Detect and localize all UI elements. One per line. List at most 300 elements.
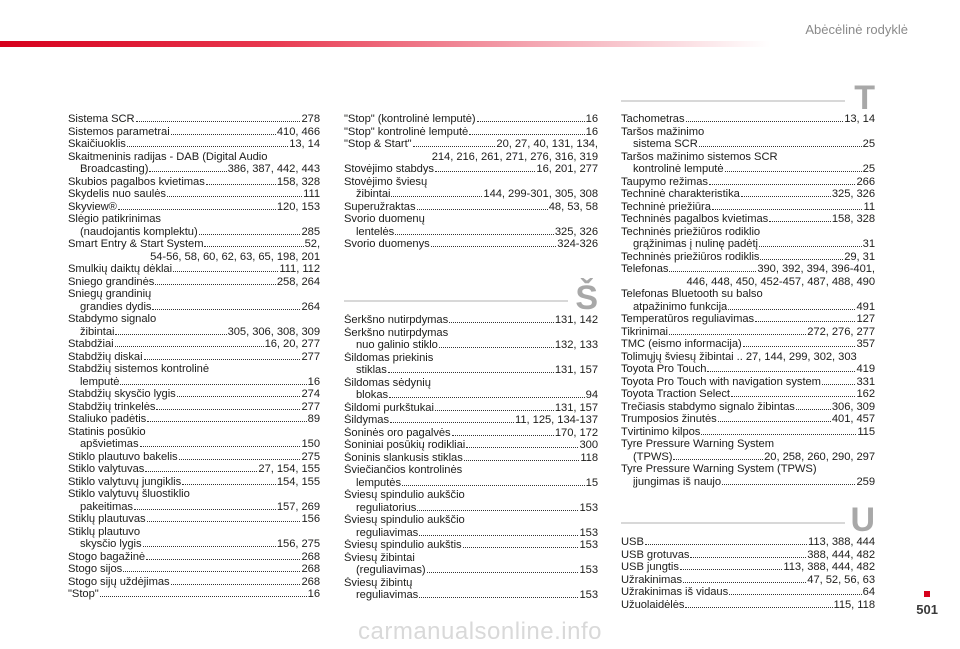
leader-dots xyxy=(171,133,276,135)
entry-term: Sniego grandinės xyxy=(68,275,155,288)
entry-line xyxy=(68,513,320,526)
page-marker xyxy=(924,591,930,597)
entry-line xyxy=(68,476,320,489)
entry-line xyxy=(621,201,875,214)
index-entry xyxy=(68,188,320,201)
index-entry xyxy=(344,113,598,126)
entry-pages: 154, 155 xyxy=(276,475,320,488)
index-entry xyxy=(621,213,875,226)
entry-term: žibintai xyxy=(80,325,115,338)
entry-term: Stabdžiai xyxy=(68,338,114,350)
leader-dots xyxy=(419,534,578,536)
index-entry xyxy=(344,452,598,465)
entry-term: Skyview® xyxy=(68,200,117,213)
index-entry xyxy=(68,276,320,289)
index-entry xyxy=(621,376,875,389)
leader-dots xyxy=(204,245,303,247)
index-entry xyxy=(621,574,875,587)
entry-term: "Stop" kontrolinė lemputė xyxy=(344,125,469,138)
entry-term: Svorio duomenų xyxy=(344,213,425,225)
entry-term: Stogo bagažinė xyxy=(68,550,146,563)
entry-term: kontrolinė lemputė xyxy=(633,163,724,175)
entry-pages: 150 xyxy=(301,438,320,450)
entry-line xyxy=(344,163,598,176)
entry-line xyxy=(68,126,320,139)
index-entry xyxy=(344,201,598,214)
index-entry xyxy=(621,313,875,326)
leader-dots xyxy=(419,596,578,598)
entry-line xyxy=(68,526,320,539)
entry-pages: 156, 275 xyxy=(276,538,320,550)
index-entry xyxy=(621,176,875,189)
leader-dots xyxy=(701,433,856,435)
entry-pages: 113, 388, 444 xyxy=(808,536,875,548)
index-entry xyxy=(344,514,598,539)
index-column-2-top xyxy=(344,113,598,251)
entry-line xyxy=(344,126,598,139)
entry-pages: 258, 264 xyxy=(276,275,320,288)
entry-line xyxy=(68,351,320,364)
entry-line xyxy=(621,176,875,189)
entry-line xyxy=(68,113,320,126)
leader-dots xyxy=(182,483,276,485)
leader-dots xyxy=(729,593,862,595)
entry-pages: 132, 133 xyxy=(554,339,598,351)
leader-dots xyxy=(439,346,554,348)
index-entry xyxy=(68,351,320,364)
entry-term: žibintai xyxy=(356,188,391,200)
section-header-t xyxy=(621,78,875,118)
entry-term: Užrakinimas iš vidaus xyxy=(621,586,729,598)
entry-term: "Stop & Start" xyxy=(344,138,412,150)
entry-term: Skydelis nuo saulės xyxy=(68,188,166,200)
entry-line xyxy=(68,363,320,376)
entry-pages: 16 xyxy=(307,588,320,600)
entry-term: Šerkšno nutirpdymas xyxy=(344,314,449,326)
entry-term: Šviesų spindulio aukštis xyxy=(344,539,462,551)
entry-pages: 11 xyxy=(863,200,875,213)
leader-dots xyxy=(769,220,831,222)
index-entry xyxy=(344,377,598,402)
entry-line xyxy=(621,476,875,489)
entry-pages: 268 xyxy=(301,550,320,563)
index-entry xyxy=(344,163,598,176)
entry-term: Techninė charakteristika xyxy=(621,188,740,200)
entry-line xyxy=(344,564,598,577)
entry-line xyxy=(621,426,875,439)
entry-line xyxy=(344,589,598,602)
entry-line xyxy=(344,477,598,490)
entry-term: Toyota Traction Select xyxy=(621,388,730,400)
leader-dots xyxy=(796,408,831,410)
entry-line xyxy=(621,586,875,599)
index-entry xyxy=(621,599,875,612)
entry-pages: 127 xyxy=(856,313,875,325)
leader-dots xyxy=(115,333,226,335)
entry-term: Stovėjimo stabdys xyxy=(344,163,434,175)
entry-line xyxy=(68,388,320,401)
entry-pages: 419 xyxy=(856,363,875,375)
entry-term: Trečiasis stabdymo signalo žibintas xyxy=(621,400,795,413)
entry-line xyxy=(621,213,875,226)
leader-dots xyxy=(755,320,855,322)
entry-term: Superužraktas xyxy=(344,200,416,213)
leader-dots xyxy=(144,358,301,360)
leader-dots xyxy=(413,145,496,147)
entry-pages: 47, 52, 56, 63 xyxy=(807,573,875,586)
entry-line xyxy=(68,263,320,276)
entry-term: Techninės priežiūros rodiklis xyxy=(621,250,760,263)
entry-pages: 113, 388, 444, 482 xyxy=(783,561,875,573)
leader-dots xyxy=(707,370,855,372)
entry-term: Stiklo valytuvas xyxy=(68,463,145,475)
entry-term: Stabdžių skysčio lygis xyxy=(68,388,176,400)
entry-pages: 25 xyxy=(862,138,875,150)
leader-dots xyxy=(722,483,855,485)
entry-line xyxy=(344,201,598,214)
index-entry xyxy=(68,588,320,601)
entry-line xyxy=(68,576,320,589)
entry-pages-continued: 54-56, 58, 60, 62, 63, 65, 198, 201 xyxy=(150,250,320,263)
entry-pages: 325, 326 xyxy=(831,188,875,200)
entry-line xyxy=(621,288,875,301)
leader-dots xyxy=(395,233,554,235)
index-entry xyxy=(68,576,320,589)
entry-pages: 118 xyxy=(580,451,598,464)
entry-term: Šviesų spindulio aukščio xyxy=(344,514,465,526)
entry-pages: 300 xyxy=(579,439,598,451)
entry-line xyxy=(68,401,320,414)
entry-line xyxy=(621,338,875,351)
entry-pages: 131, 142 xyxy=(554,314,598,326)
leader-dots xyxy=(146,558,300,560)
entry-pages: 16 xyxy=(585,125,598,138)
entry-line xyxy=(68,563,320,576)
leader-dots xyxy=(822,383,856,385)
leader-dots xyxy=(402,484,585,486)
entry-line xyxy=(621,263,875,276)
entry-term: Šoninės oro pagalvės xyxy=(344,426,451,439)
leader-dots xyxy=(741,195,831,197)
leader-dots xyxy=(712,208,863,210)
entry-pages: 153 xyxy=(579,501,598,514)
index-entry xyxy=(68,388,320,401)
entry-line xyxy=(68,188,320,201)
entry-term: Sistemos parametrai xyxy=(68,125,170,138)
entry-pages: 491 xyxy=(856,300,875,313)
entry-line xyxy=(344,138,598,151)
entry-pages: 131, 157 xyxy=(554,364,598,376)
index-entry xyxy=(344,577,598,602)
entry-term: Sniegų grandinių xyxy=(68,288,152,300)
section-divider xyxy=(621,522,845,524)
entry-line xyxy=(344,226,598,239)
index-entry xyxy=(68,126,320,139)
index-entry xyxy=(68,238,320,263)
index-entry xyxy=(68,313,320,338)
index-entry xyxy=(621,388,875,401)
entry-pages: 388, 444, 482 xyxy=(807,548,875,561)
entry-term: Šildomas sėdynių xyxy=(344,376,431,389)
entry-term: Tolimųjų šviesų žibintai .. 27, 144, 299, 302, 303 xyxy=(621,350,857,363)
entry-line xyxy=(344,389,598,402)
entry-term: USB xyxy=(621,536,644,548)
section-letter: T xyxy=(854,79,875,117)
entry-pages: 157, 269 xyxy=(276,500,320,513)
entry-term: Tachometras xyxy=(621,113,685,125)
entry-line xyxy=(68,551,320,564)
entry-line xyxy=(68,301,320,314)
leader-dots xyxy=(140,445,301,447)
entry-pages-continued: 446, 448, 450, 452-457, 487, 488, 490 xyxy=(686,275,875,288)
section-letter: Š xyxy=(575,279,598,317)
leader-dots xyxy=(759,245,862,247)
entry-line xyxy=(621,574,875,587)
leader-dots xyxy=(177,395,301,397)
entry-pages: 277 xyxy=(301,400,320,413)
index-entry xyxy=(344,464,598,489)
entry-term: grandies dydis xyxy=(80,300,152,313)
entry-term: Broadcasting) xyxy=(80,163,149,175)
entry-pages: 153 xyxy=(579,589,598,601)
index-entry xyxy=(621,363,875,376)
section-divider xyxy=(621,100,845,102)
entry-line xyxy=(68,463,320,476)
index-entry xyxy=(621,401,875,414)
entry-pages: 27, 154, 155 xyxy=(258,463,320,475)
entry-pages: 115, 118 xyxy=(833,598,875,611)
leader-dots xyxy=(206,183,276,185)
index-entry xyxy=(68,413,320,426)
entry-pages: 158, 328 xyxy=(276,175,320,188)
entry-term: Stiklų plautuvas xyxy=(68,513,146,525)
index-entry xyxy=(68,138,320,151)
leader-dots xyxy=(389,396,585,398)
index-column-3-top xyxy=(621,113,875,488)
entry-pages: 305, 306, 308, 309 xyxy=(227,325,320,338)
index-entry xyxy=(68,151,320,176)
entry-pages: 277 xyxy=(301,350,320,363)
entry-term: Šviečiančios kontrolinės xyxy=(344,464,463,476)
entry-term: USB grotuvas xyxy=(621,548,690,561)
entry-pages: 144, 299-301, 305, 308 xyxy=(483,188,598,200)
entry-term: Šildomas priekinis xyxy=(344,351,434,364)
index-entry xyxy=(68,476,320,489)
entry-line xyxy=(68,338,320,351)
entry-line xyxy=(344,364,598,377)
index-entry xyxy=(68,401,320,414)
entry-pages: 16 xyxy=(585,113,598,125)
index-entry xyxy=(68,176,320,189)
entry-term: Stabdymo signalo xyxy=(68,313,157,325)
entry-pages: 131, 157 xyxy=(554,401,598,414)
leader-dots xyxy=(743,345,856,347)
entry-line xyxy=(68,213,320,226)
entry-line xyxy=(68,163,320,176)
leader-dots xyxy=(435,170,535,172)
entry-term: Tikrinimai xyxy=(621,325,668,338)
entry-pages: 331 xyxy=(856,375,875,388)
entry-line xyxy=(68,488,320,501)
entry-term: apšvietimas xyxy=(80,438,139,450)
entry-pages: 13, 14 xyxy=(289,138,320,150)
index-entry xyxy=(621,126,875,151)
leader-dots xyxy=(431,245,557,247)
index-entry xyxy=(344,138,598,163)
index-entry xyxy=(621,426,875,439)
entry-line xyxy=(621,463,875,476)
index-entry xyxy=(621,201,875,214)
entry-pages: 13, 14 xyxy=(844,113,875,125)
entry-pages: 15 xyxy=(585,476,598,489)
index-entry xyxy=(621,438,875,463)
entry-term: Sistema SCR xyxy=(68,113,135,125)
entry-line xyxy=(68,313,320,326)
entry-line xyxy=(344,464,598,477)
entry-term: pakeitimas xyxy=(80,500,133,513)
entry-line xyxy=(344,514,598,527)
entry-line xyxy=(621,561,875,574)
entry-term: Trumposios žinutės xyxy=(621,413,717,425)
entry-pages-continued: 214, 216, 261, 271, 276, 316, 319 xyxy=(431,150,598,163)
leader-dots xyxy=(683,581,806,583)
entry-pages: 31 xyxy=(862,238,875,250)
entry-line xyxy=(68,451,320,464)
entry-term: Stogo sijų uždėjimas xyxy=(68,575,170,588)
entry-line xyxy=(621,536,875,549)
index-entry xyxy=(68,113,320,126)
index-entry xyxy=(621,226,875,251)
index-entry xyxy=(621,586,875,599)
entry-line xyxy=(621,376,875,389)
entry-term: (TPWS) xyxy=(633,450,673,463)
entry-pages: 52, xyxy=(304,238,320,250)
entry-pages: 266 xyxy=(856,175,875,188)
entry-term: Taupymo režimas xyxy=(621,175,708,188)
entry-pages: 64 xyxy=(862,586,875,598)
entry-term: Temperatūros reguliavimas xyxy=(621,313,755,325)
leader-dots xyxy=(388,371,554,373)
entry-term: Stabdžių diskai xyxy=(68,350,143,363)
leader-dots xyxy=(435,409,554,411)
entry-term: Šoniniai posūkių rodikliai xyxy=(344,439,466,451)
entry-term: "Stop" (kontrolinė lemputė) xyxy=(344,113,476,125)
entry-line xyxy=(344,577,598,590)
entry-pages: 325, 326 xyxy=(554,225,598,238)
leader-dots xyxy=(685,606,832,608)
index-entry xyxy=(621,288,875,313)
leader-dots xyxy=(134,508,276,510)
entry-line xyxy=(621,251,875,264)
entry-pages: 306, 309 xyxy=(831,400,875,413)
entry-pages: 120, 153 xyxy=(276,200,320,213)
entry-line xyxy=(621,238,875,251)
entry-term: Stiklo valytuvų jungiklis xyxy=(68,475,182,488)
index-entry xyxy=(344,552,598,577)
entry-pages: 29, 31 xyxy=(844,250,875,263)
entry-line xyxy=(344,314,598,327)
index-entry xyxy=(344,314,598,327)
entry-line xyxy=(621,549,875,562)
entry-term: Smulkių daiktų dėklai xyxy=(68,263,173,275)
entry-term: Smart Entry & Start System xyxy=(68,238,204,250)
entry-line xyxy=(68,288,320,301)
leader-dots xyxy=(179,458,301,460)
entry-pages: 11, 125, 134-137 xyxy=(515,414,598,426)
entry-term: skysčio lygis xyxy=(80,538,142,550)
leader-dots xyxy=(123,570,300,572)
index-entry xyxy=(344,126,598,139)
entry-term: Šildymas xyxy=(344,414,389,426)
entry-term: TMC (eismo informacija) xyxy=(621,338,742,350)
index-entry xyxy=(344,439,598,452)
entry-pages: 153 xyxy=(579,564,598,576)
index-entry xyxy=(68,363,320,388)
leader-dots xyxy=(669,270,756,272)
entry-line xyxy=(344,452,598,465)
entry-term: Tyre Pressure Warning System (TPWS) xyxy=(621,463,817,475)
leader-dots xyxy=(760,258,843,260)
entry-line xyxy=(621,413,875,426)
leader-dots xyxy=(699,145,862,147)
entry-line xyxy=(68,238,320,251)
entry-term: Stiklo plautuvo bakelis xyxy=(68,450,178,463)
index-entry xyxy=(344,327,598,352)
section-divider xyxy=(344,300,568,302)
entry-line xyxy=(344,176,598,189)
entry-pages: 264 xyxy=(301,300,320,313)
entry-line xyxy=(621,451,875,464)
entry-term: lemputė xyxy=(80,375,120,388)
entry-pages: 20, 258, 260, 290, 297 xyxy=(764,450,875,463)
entry-line xyxy=(68,501,320,514)
entry-pages: 410, 466 xyxy=(276,125,320,138)
entry-line xyxy=(621,151,875,164)
entry-pages: 111, 112 xyxy=(279,263,320,275)
leader-dots xyxy=(669,333,806,335)
index-entry xyxy=(621,263,875,288)
index-column-3-bottom xyxy=(621,536,875,611)
entry-line xyxy=(621,188,875,201)
entry-pages: 357 xyxy=(856,338,875,350)
entry-line xyxy=(621,388,875,401)
entry-line xyxy=(68,588,320,601)
leader-dots xyxy=(100,595,307,597)
index-entry xyxy=(621,338,875,351)
leader-dots xyxy=(171,583,301,585)
entry-line xyxy=(344,327,598,340)
entry-term: lemputės xyxy=(356,476,401,489)
entry-term: lentelės xyxy=(356,225,395,238)
leader-dots xyxy=(680,568,783,570)
leader-dots xyxy=(155,283,276,285)
entry-pages: 324-326 xyxy=(557,238,598,250)
entry-line xyxy=(344,377,598,390)
entry-term: Užrakinimas xyxy=(621,573,682,586)
entry-pages: 111 xyxy=(303,188,320,200)
entry-term: Toyota Pro Touch xyxy=(621,363,707,375)
entry-line xyxy=(344,427,598,440)
entry-pages: 401, 457 xyxy=(831,413,875,425)
leader-dots xyxy=(147,420,306,422)
entry-line xyxy=(621,138,875,151)
leader-dots xyxy=(417,509,578,511)
entry-term: Toyota Pro Touch with navigation system xyxy=(621,375,821,388)
entry-line xyxy=(344,414,598,427)
entry-pages: 89 xyxy=(307,413,320,425)
entry-term: Skaičiuoklis xyxy=(68,138,126,150)
entry-pages: 48, 53, 58 xyxy=(548,200,598,213)
